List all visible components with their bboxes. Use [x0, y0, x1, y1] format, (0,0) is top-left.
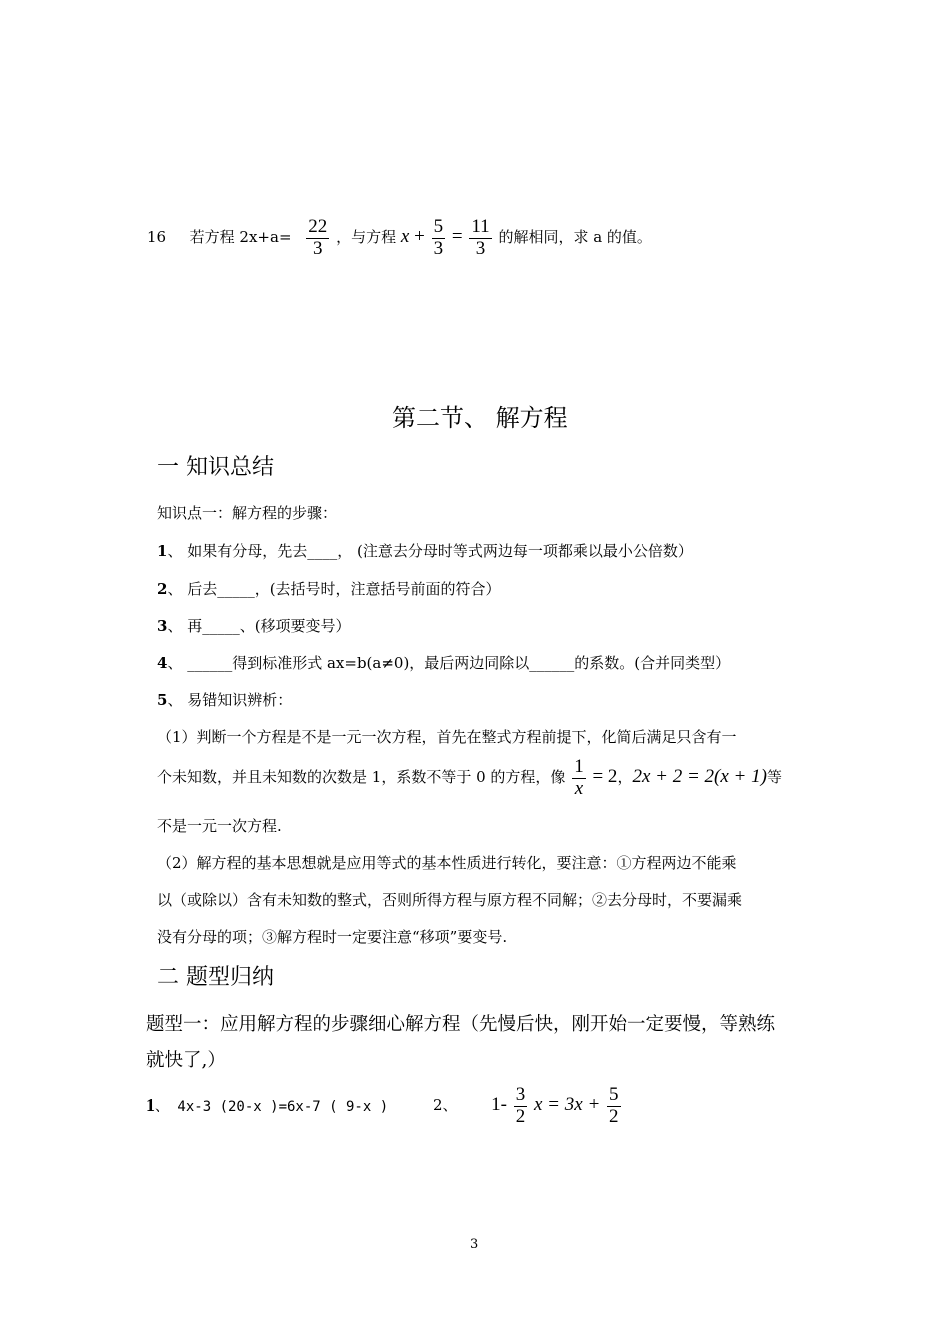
type1-line2: 就快了,） — [146, 1050, 226, 1071]
part1-title: 一 知识总结 — [157, 455, 274, 480]
exercise-1: 1、 4x-3 (20-x )=6x-7 ( 9-x ) — [146, 1095, 389, 1115]
note2-line2: 以（或除以）含有未知数的整式，否则所得方程与原方程不同解；②去分母时，不要漏乘 — [157, 891, 743, 909]
fraction-11-3: $\frac{11}{3}$ — [471, 215, 490, 259]
problem-text-b: ，与方程 — [336, 228, 397, 246]
step-5: 5、 易错知识辨析： — [157, 691, 293, 709]
knowledge-point-title: 知识点一：解方程的步骤： — [157, 504, 338, 522]
step-2: 2、 后去_____，(去括号时，注意括号前面的符合） — [157, 580, 501, 598]
equation-2x2: 2x + 2 = 2(x + 1) — [632, 766, 767, 787]
note1-line2: 个未知数，并且未知数的次数是 1，系数不等于 0 的方程，像 $\frac{1}{x}$ = 2，2x + 2 = 2(x + 1)等 — [157, 755, 782, 799]
problem-16 — [147, 212, 652, 262]
fraction-5-3: $\frac{5}{3}$ — [433, 215, 444, 259]
fraction-3-2: $\frac{3}{2}$ — [515, 1083, 526, 1127]
problem-text-a: 若方程 2x+a= — [189, 228, 292, 246]
type1-line1: 题型一：应用解方程的步骤细心解方程（先慢后快，刚开始一定要慢，等熟练 — [146, 1014, 776, 1035]
problem-number: 16 — [147, 228, 167, 246]
note2-line3: 没有分母的项；③解方程时一定要注意“移项”要变号. — [157, 928, 508, 946]
fraction-22-3: $\frac{22}{3}$ — [308, 215, 328, 259]
part2-title: 二 题型归纳 — [157, 965, 274, 990]
problem-text-c: 的解相同，求 a 的值。 — [498, 228, 652, 246]
fraction-5-2: $\frac{5}{2}$ — [609, 1083, 619, 1127]
step-3: 3、 再_____、(移项要变号） — [157, 617, 351, 635]
exercise-2: 2、 1- $\frac{3}{2}$ x = 3x + $\frac{5}{2}$ — [433, 1083, 619, 1127]
step-4: 4、 ______得到标准形式 ax=b(a≠0)，最后两边同除以______的系数。(合并同类型） — [157, 654, 731, 672]
step-1: 1、 如果有分母，先去____， (注意去分母时等式两边每一项都乘以最小公倍数） — [157, 542, 693, 560]
note2-line1: （2）解方程的基本思想就是应用等式的基本性质进行转化，要注意：①方程两边不能乘 — [157, 854, 737, 872]
note1-line1: （1）判断一个方程是不是一元一次方程，首先在整式方程前提下，化简后满足只含有一 — [157, 728, 737, 746]
fraction-1-x: $\frac{1}{x}$ — [574, 755, 584, 799]
page-number: 3 — [470, 1237, 479, 1252]
plus-sign: + — [414, 226, 425, 247]
note1-line3: 不是一元一次方程. — [157, 817, 282, 835]
section-title: 第二节、 解方程 — [392, 404, 568, 432]
var-x: x — [400, 226, 410, 247]
equals-sign: = — [451, 226, 463, 247]
